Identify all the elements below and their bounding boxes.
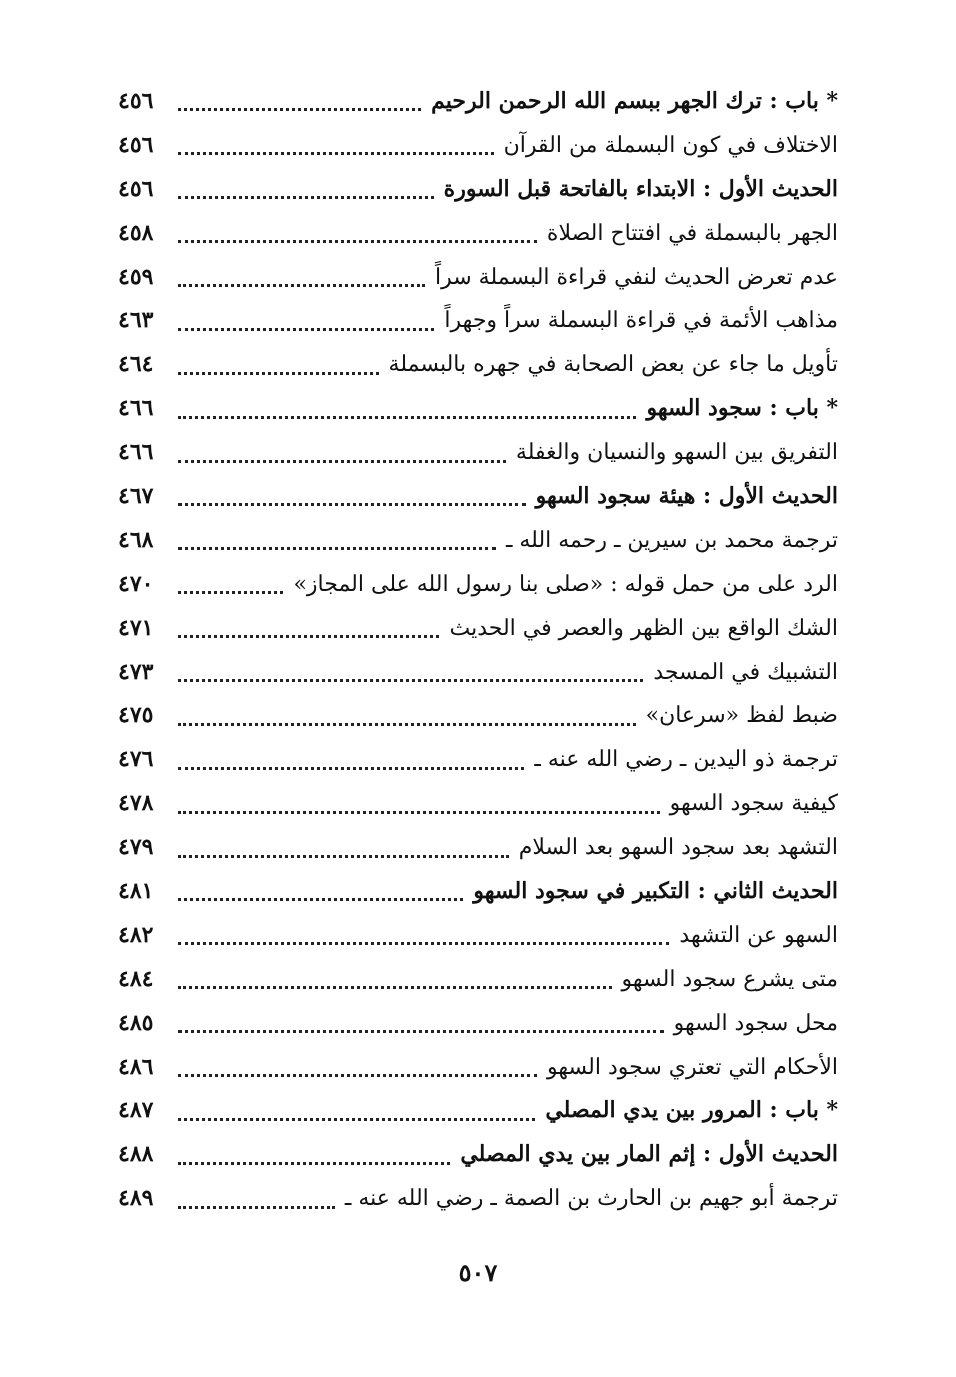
- dot-leader: [178, 942, 669, 945]
- dot-leader: [178, 152, 494, 155]
- toc-entry-title: التشبيك في المسجد: [653, 659, 838, 685]
- toc-entry-title: عدم تعرض الحديث لنفي قراءة البسملة سراً: [434, 264, 838, 290]
- toc-entry-title: الشك الواقع بين الظهر والعصر في الحديث: [449, 615, 838, 641]
- toc-entry-page: ٤٥٨: [118, 219, 154, 246]
- toc-entry: [118, 694, 838, 738]
- toc-entry-page: ٤٦٣: [118, 307, 154, 334]
- dot-leader: [178, 898, 463, 901]
- dot-leader: [178, 503, 526, 506]
- toc-entry-title: الرد على من حمل قوله : «صلى بنا رسول الله على المجاز»: [293, 571, 838, 597]
- toc-entry-page: ٤٧٨: [118, 790, 154, 817]
- toc-entry: [118, 431, 838, 475]
- toc-entry-title: السهو عن التشهد: [679, 922, 838, 948]
- toc-entry-page: ٤٨١: [118, 878, 154, 905]
- dot-leader: [178, 811, 660, 814]
- toc-entry-title: ترجمة محمد بن سيرين ـ رحمه الله ـ: [505, 527, 838, 553]
- toc-entry: [118, 343, 838, 387]
- toc-entry-page: ٤٧٠: [118, 570, 154, 597]
- toc-entry-title: ترجمة أبو جهيم بن الحارث بن الصمة ـ رضي الله عنه ـ: [344, 1186, 838, 1212]
- toc-entry-page: ٤٥٦: [118, 175, 154, 202]
- toc-entry-title: الأحكام التي تعتري سجود السهو: [547, 1054, 838, 1080]
- toc-entry: [118, 782, 838, 826]
- dot-leader: [178, 986, 612, 989]
- toc-entry-title: محل سجود السهو: [673, 1010, 838, 1036]
- toc-entry-page: ٤٨٤: [118, 965, 154, 992]
- toc-entry-title: تأويل ما جاء عن بعض الصحابة في جهره بالبسملة: [388, 352, 838, 378]
- toc-entry: [118, 212, 838, 256]
- toc-entry: [118, 1046, 838, 1090]
- toc-entry: [118, 124, 838, 168]
- toc-entry-page: ٤٧٦: [118, 746, 154, 773]
- toc-entry-page: ٤٧٩: [118, 834, 154, 861]
- toc-entry-title: ترجمة ذو اليدين ـ رضي الله عنه ـ: [534, 747, 838, 773]
- toc-entry: [118, 651, 838, 695]
- toc-entry-title: ضبط لفظ «سرعان»: [645, 703, 838, 729]
- toc-entry-page: ٤٧١: [118, 614, 154, 641]
- toc-entry-page: ٤٨٨: [118, 1141, 154, 1168]
- toc-entry: [118, 475, 838, 519]
- toc-entry-page: ٤٧٣: [118, 658, 154, 685]
- toc-entry: [118, 607, 838, 651]
- toc-entry: [118, 826, 838, 870]
- toc-entry-title: التشهد بعد سجود السهو بعد السلام: [518, 835, 838, 861]
- toc-entry: [118, 914, 838, 958]
- dot-leader: [178, 460, 506, 463]
- toc-entry: [118, 256, 838, 300]
- toc-entry-title: متى يشرع سجود السهو: [621, 966, 838, 992]
- toc-entry: [118, 738, 838, 782]
- toc-entry: [118, 387, 838, 431]
- toc-entry: [118, 299, 838, 343]
- toc-entry: [118, 1089, 838, 1133]
- toc-entry-title: * باب : سجود السهو: [646, 395, 838, 422]
- toc-entry: [118, 519, 838, 563]
- toc-entry-title: كيفية سجود السهو: [669, 791, 838, 817]
- dot-leader: [178, 372, 379, 375]
- toc-entry: [118, 870, 838, 914]
- dot-leader: [178, 1074, 537, 1077]
- dot-leader: [178, 635, 439, 638]
- dot-leader: [178, 591, 283, 594]
- dot-leader: [178, 1162, 450, 1165]
- toc-entry-title: * باب : المرور بين يدي المصلي: [545, 1097, 838, 1124]
- toc-entry-page: ٤٥٦: [118, 88, 154, 114]
- toc-entry-title: الحديث الأول : إثم المار بين يدي المصلي: [460, 1141, 838, 1168]
- toc-entry-page: ٤٦٤: [118, 351, 154, 378]
- toc-entry-page: ٤٦٧: [118, 483, 154, 510]
- toc-entry-title: الحديث الأول : هيئة سجود السهو: [535, 483, 838, 510]
- toc-entry-page: ٤٨٧: [118, 1097, 154, 1124]
- toc-entry-page: ٤٨٥: [118, 1009, 154, 1036]
- toc-entry: [118, 1177, 838, 1221]
- dot-leader: [178, 108, 421, 111]
- dot-leader: [178, 240, 537, 243]
- toc-entry-page: ٤٨٦: [118, 1053, 154, 1080]
- toc-entry-title: الحديث الثاني : التكبير في سجود السهو: [473, 878, 838, 905]
- dot-leader: [178, 1206, 335, 1209]
- dot-leader: [178, 679, 643, 682]
- dot-leader: [178, 284, 425, 287]
- dot-leader: [178, 547, 496, 550]
- toc-entry-title: التفريق بين السهو والنسيان والغفلة: [515, 440, 838, 466]
- toc-entry-page: ٤٦٨: [118, 526, 154, 553]
- toc-entry-page: ٤٧٥: [118, 702, 154, 729]
- table-of-contents: [118, 80, 838, 1221]
- dot-leader: [178, 723, 636, 726]
- toc-entry-title: * باب : ترك الجهر ببسم الله الرحمن الرحيم: [431, 88, 838, 114]
- toc-entry-title: مذاهب الأئمة في قراءة البسملة سراً وجهراً: [444, 308, 838, 334]
- toc-entry-page: ٤٨٩: [118, 1185, 154, 1212]
- dot-leader: [178, 196, 434, 199]
- toc-entry-title: الحديث الأول : الابتداء بالفاتحة قبل السورة: [443, 175, 838, 202]
- toc-entry: [118, 168, 838, 212]
- dot-leader: [178, 767, 524, 770]
- dot-leader: [178, 855, 509, 858]
- toc-entry: [118, 563, 838, 607]
- page-number: ٥٠٧: [458, 1258, 498, 1287]
- toc-entry-page: ٤٦٦: [118, 439, 154, 466]
- toc-entry-page: ٤٥٦: [118, 131, 154, 158]
- dot-leader: [178, 1118, 535, 1121]
- dot-leader: [178, 328, 434, 331]
- toc-entry-page: ٤٦٦: [118, 395, 154, 422]
- toc-entry-title: الجهر بالبسملة في افتتاح الصلاة: [546, 220, 838, 246]
- toc-entry-page: ٤٥٩: [118, 263, 154, 290]
- dot-leader: [178, 416, 636, 419]
- toc-entry: [118, 1133, 838, 1177]
- dot-leader: [178, 1030, 664, 1033]
- toc-entry-page: ٤٨٢: [118, 921, 154, 948]
- toc-entry: [118, 1002, 838, 1046]
- toc-entry: [118, 80, 838, 124]
- toc-entry: [118, 958, 838, 1002]
- toc-entry-title: الاختلاف في كون البسملة من القرآن: [503, 132, 838, 158]
